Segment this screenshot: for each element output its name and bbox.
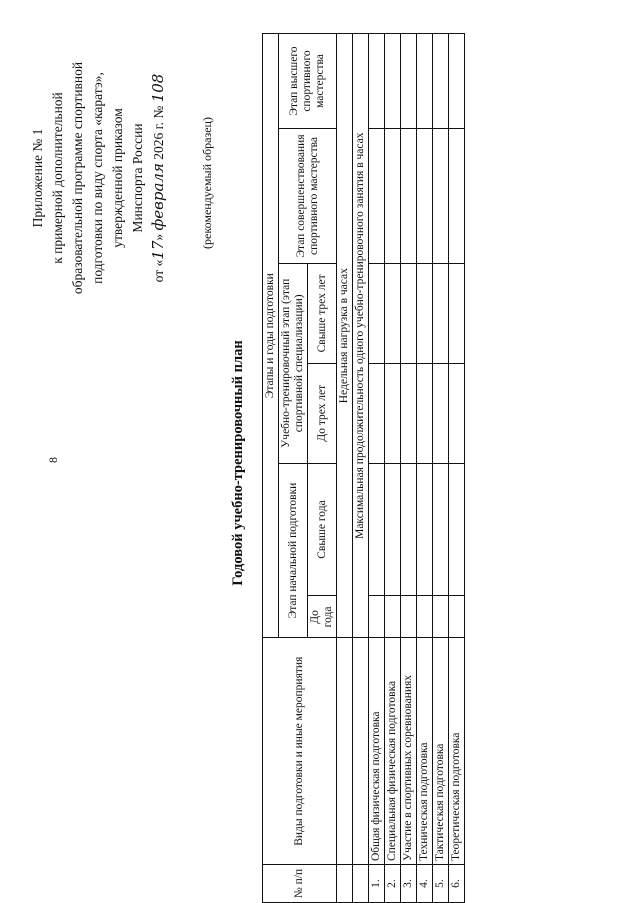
row-3-num: 3. [401, 865, 417, 903]
sample-note: (рекомендуемый образец) [200, 117, 214, 249]
row-6-cell-2 [449, 463, 465, 596]
row-6-cell-1 [449, 596, 465, 638]
table-row [369, 34, 385, 903]
row-6-cell-5 [449, 129, 465, 264]
row-2-name: Специальная физическая подготовка [385, 638, 401, 865]
blank-num-2 [353, 865, 369, 903]
row-5-num: 5. [433, 865, 449, 903]
sub-training-1: До трех лет [308, 363, 337, 463]
row-1-name: Общая физическая подготовка [369, 638, 385, 865]
row-3-name: Участие в спортивных соревнованиях [401, 638, 417, 865]
row-3-cell-6 [401, 34, 417, 129]
appendix-line-2: к примерной дополнительной [50, 92, 65, 264]
row-2-num: 2. [385, 865, 401, 903]
row-1-cell-5 [369, 129, 385, 264]
row-1-cell-2 [369, 463, 385, 596]
row-4-cell-4 [417, 263, 433, 363]
row-5-cell-3 [433, 363, 449, 463]
row-1-cell-3 [369, 363, 385, 463]
appendix-block [28, 13, 169, 343]
stage-initial-header: Этап начальной подготовки [279, 463, 308, 638]
row-3-cell-1 [401, 596, 417, 638]
row-5-cell-6 [433, 34, 449, 129]
row-4-cell-1 [417, 596, 433, 638]
row-6-num: 6. [449, 865, 465, 903]
table-row [433, 34, 449, 903]
appendix-date-line [148, 13, 169, 343]
row-6-cell-4 [449, 263, 465, 363]
stage-highest-header: Этап высшего спортивного мастерства [279, 34, 337, 129]
stages-header: Этапы и годы подготовки [263, 34, 279, 638]
table-row [449, 34, 465, 903]
table-row [385, 34, 401, 903]
row-4-num: 4. [417, 865, 433, 903]
row-6-cell-6 [449, 34, 465, 129]
appendix-line-1: Приложение № 1 [30, 128, 45, 228]
blank-types-2 [353, 638, 369, 865]
date-year: 2026 г. № [151, 102, 166, 164]
row-2-cell-4 [385, 263, 401, 363]
appendix-line-3: образовательной программе спортивной [70, 61, 85, 295]
handwritten-day: 17 [149, 240, 167, 260]
row-2-cell-2 [385, 463, 401, 596]
row-4-cell-5 [417, 129, 433, 264]
row-4-cell-2 [417, 463, 433, 596]
handwritten-order-number: 108 [149, 73, 167, 103]
row-4-cell-3 [417, 363, 433, 463]
plan-grid [262, 33, 465, 903]
stage-improvement-header: Этап совершенствования спортивного мастерства [279, 129, 337, 264]
row-6-cell-3 [449, 363, 465, 463]
handwritten-month: февраля [149, 163, 167, 231]
page-number: 8 [46, 457, 60, 463]
stage-training-header: Учебно-тренировочный этап (этап спортивной специализации) [279, 263, 308, 463]
row-3-cell-3 [401, 363, 417, 463]
row-6-name: Теоретическая подготовка [449, 638, 465, 865]
row-3-cell-2 [401, 463, 417, 596]
table-row [417, 34, 433, 903]
max-duration-label: Максимальная продолжительность одного учебно-тренировочного занятия в часах [353, 34, 369, 638]
table-row [401, 34, 417, 903]
row-5-name: Тактическая подготовка [433, 638, 449, 865]
row-5-cell-2 [433, 463, 449, 596]
row-2-cell-3 [385, 363, 401, 463]
appendix-line-4: подготовки по виду спорта «каратэ», [90, 72, 105, 284]
row-5-cell-4 [433, 263, 449, 363]
row-1-cell-4 [369, 263, 385, 363]
sub-training-2: Свыше трех лет [308, 263, 337, 363]
row-4-name: Техническая подготовка [417, 638, 433, 865]
date-mid: » [151, 233, 166, 241]
row-2-cell-6 [385, 34, 401, 129]
sub-initial-1: До года [308, 596, 337, 638]
date-prefix: от « [151, 259, 166, 283]
blank-num-1 [337, 865, 353, 903]
appendix-line-5: утвержденной приказом [110, 108, 125, 248]
col-header-types: Виды подготовки и иные мероприятия [263, 638, 337, 865]
sub-initial-2: Свыше года [308, 463, 337, 596]
training-plan-table [262, 33, 635, 903]
blank-types-1 [337, 638, 353, 865]
row-2-cell-5 [385, 129, 401, 264]
row-1-cell-1 [369, 596, 385, 638]
row-3-cell-5 [401, 129, 417, 264]
row-3-cell-4 [401, 263, 417, 363]
row-1-num: 1. [369, 865, 385, 903]
weekly-load-label: Недельная нагрузка в часах [337, 34, 353, 638]
row-5-cell-1 [433, 596, 449, 638]
row-4-cell-6 [417, 34, 433, 129]
col-header-num: № п/п [263, 865, 337, 903]
appendix-line-6: Минспорта России [130, 123, 145, 233]
row-2-cell-1 [385, 596, 401, 638]
row-1-cell-6 [369, 34, 385, 129]
document-title: Годовой учебно-тренировочный план [230, 340, 246, 586]
row-5-cell-5 [433, 129, 449, 264]
